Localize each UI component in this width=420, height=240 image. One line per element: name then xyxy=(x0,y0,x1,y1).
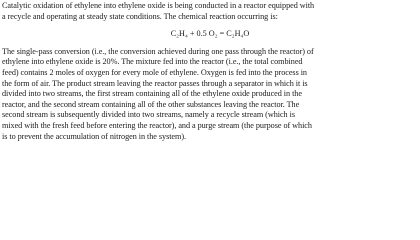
body-line: mixed with the fresh feed before entering the reactor), and a purge stream (the purpose of which xyxy=(2,120,312,130)
intro-paragraph xyxy=(2,1,418,22)
body-line: feed) contains 2 moles of oxygen for every mole of ethylene. Oxygen is fed into the process in xyxy=(2,67,307,77)
body-line: the form of air. The product stream leaving the reactor passes through a separator in which it is xyxy=(2,78,308,88)
body-paragraph xyxy=(2,47,418,142)
problem-statement xyxy=(2,1,418,142)
body-line: second stream is subsequently divided into two streams, namely a recycle stream (which is xyxy=(2,110,295,120)
intro-line: Catalytic oxidation of ethylene into ethylene oxide is being conducted in a reactor equipped with xyxy=(2,1,315,10)
body-line: is to prevent the accumulation of nitrogen in the system). xyxy=(2,131,187,141)
body-line: The single-pass conversion (i.e., the conversion achieved during one pass through the reactor) of xyxy=(2,46,314,56)
intro-line: a recycle and operating at steady state conditions. The chemical reaction occurring is: xyxy=(2,11,278,21)
body-line: divided into two streams, the first stream containing all of the ethylene oxide produced in the xyxy=(2,89,302,99)
body-line: ethylene into ethylene oxide is 20%. The mixture fed into the reactor (i.e., the total combined xyxy=(2,57,303,67)
reaction-equation: C₂H₄ + 0.5 O₂ = C₂H₄O xyxy=(170,29,250,39)
body-line: reactor, and the second stream containing all of the other substances leaving the reactor. The xyxy=(2,99,300,109)
